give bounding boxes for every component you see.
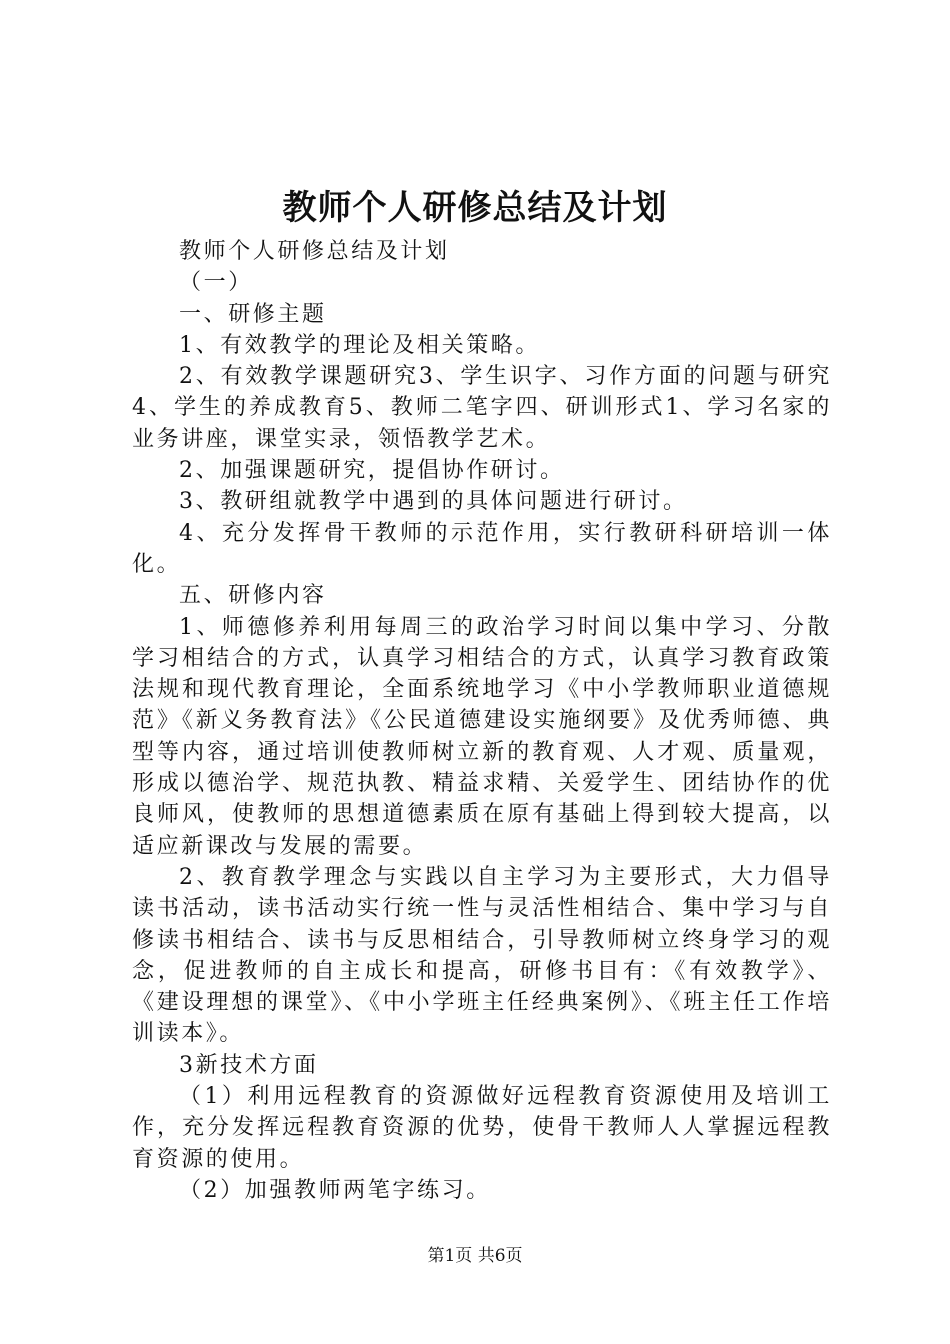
document-body [132,236,832,1206]
paragraph-item: 1、师德修养利用每周三的政治学习时间以集中学习、分散学习相结合的方式，认真学习相结合的方式，认真学习教育政策法规和现代教育理论，全面系统地学习《中小学教师职业道德规范》《新义务教育法》《公民道德建设实施纲要》及优秀师德、典型等内容，通过培训使教师树立新的教育观、人才观、质量观，形成以德治学、规范执教、精益求精、关爱学生、团结协作的优良师风，使教师的思想道德素质在原有基础上得到较大提高，以适应新课改与发展的需要。 [132,614,832,859]
paragraph-section-marker: （一） [179,270,253,296]
heading-new-technology: 3新技术方面 [179,1052,319,1078]
document-title: 教师个人研修总结及计划 [282,188,668,228]
paragraph-item: （2）加强教师两笔字练习。 [179,1177,491,1203]
paragraph-subtitle: 教师个人研修总结及计划 [179,239,450,264]
paragraph-item: 4、充分发挥骨干教师的示范作用，实行教研科研培训一体化。 [132,520,832,577]
paragraph-item: 3、教研组就教学中遇到的具体问题进行研讨。 [179,489,688,515]
paragraph-item: （1）利用远程教育的资源做好远程教育资源使用及培训工作，充分发挥远程教育资源的优势，使骨干教师人人掌握远程教育资源的使用。 [132,1084,832,1172]
page-footer: 第1页 共6页 [427,1246,523,1266]
heading-research-content: 五、研修内容 [179,583,327,609]
paragraph-item: 1、有效教学的理论及相关策略。 [179,332,540,358]
heading-research-theme: 一、研修主题 [179,301,327,327]
paragraph-item: 2、有效教学课题研究3、学生识字、习作方面的问题与研究4、学生的养成教育5、教师二笔字四、研训形式1、学习名家的业务讲座，课堂实录，领悟教学艺术。 [132,364,832,452]
paragraph-item: 2、加强课题研究，提倡协作研讨。 [179,458,565,484]
paragraph-item: 2、教育教学理念与实践以自主学习为主要形式，大力倡导读书活动，读书活动实行统一性与灵活性相结合、集中学习与自修读书相结合、读书与反思相结合，引导教师树立终身学习的观念，促进教师的自主成长和提高，研修书目有：《有效教学》、《建设理想的课堂》、《中小学班主任经典案例》、《班主任工作培训读本》。 [132,864,832,1047]
